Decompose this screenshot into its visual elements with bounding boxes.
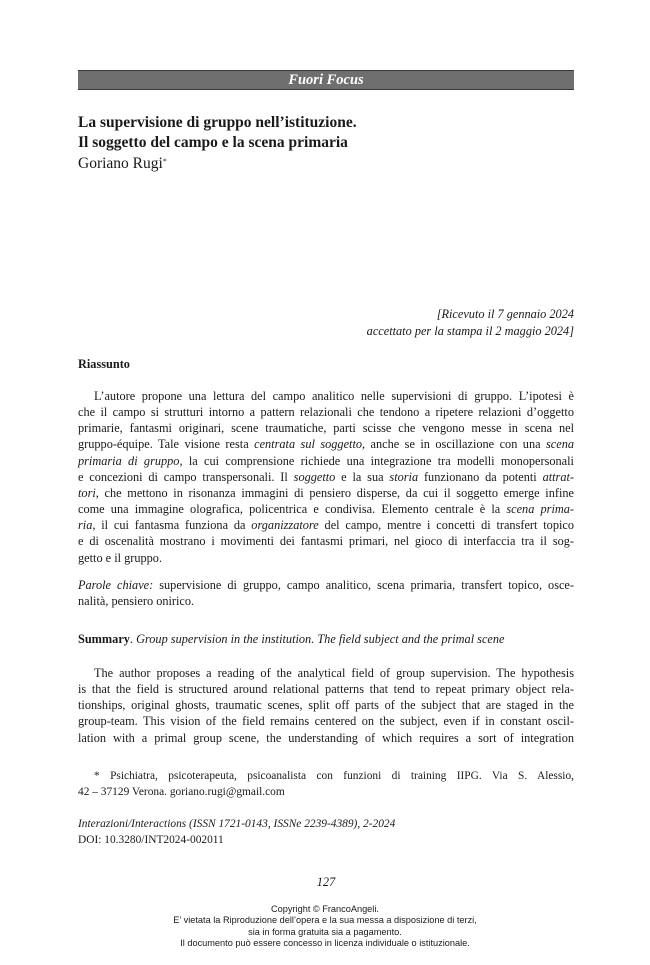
text-run: group-team. This vision of the field remains centered on the subject, even if in constant oscil- [78, 714, 574, 729]
paragraph-line [78, 469, 574, 485]
italic-text-run: primaria di gruppo [78, 453, 180, 468]
text-run: e concezioni di campo transpersonali. Il [78, 469, 294, 484]
text-run: del campo, mentre i concetti di transfert topico [318, 518, 574, 533]
summary-label: Summary [78, 632, 130, 646]
text-run: e la sua [335, 469, 390, 484]
paragraph-line [78, 501, 574, 517]
text-run: , la cui comprensione richiede una integrazione tra modelli monopersonali [179, 453, 574, 468]
article-title [78, 113, 574, 153]
doi-reference: DOI: 10.3280/INT2024-002011 [78, 833, 224, 846]
paragraph-line [78, 533, 574, 549]
text-run: nalità, pensiero onirico. [78, 594, 195, 609]
italic-text-run: storia [389, 469, 419, 484]
paragraph-line [78, 681, 574, 697]
summary-title: Group supervision in the institution. The field subject and the primal scene [136, 632, 505, 646]
author-name: Goriano Rugi [78, 155, 163, 172]
copyright-line: Il documento può essere concesso in licenza individuale o istituzionale. [180, 938, 470, 949]
article-title-line: La supervisione di gruppo nell’istituzione. [78, 114, 357, 131]
journal-reference: Interazioni/Interactions (ISSN 1721-0143, ISSNe 2239-4389), 2-2024 [78, 818, 396, 830]
text-run: primarie, fantasmi originari, scene traumatiche, parti scisse che vengono messe in scena nel [78, 421, 574, 436]
paragraph-line [78, 436, 574, 452]
accepted-date-line: accettato per la stampa il 2 maggio 2024] [366, 324, 574, 338]
text-run: tionships, original ghosts, traumatic scenes, split off parts of the subject that are staged in the [78, 698, 574, 713]
text-run: The author proposes a reading of the analytical field of group supervision. The hypothesis [94, 666, 574, 680]
text-run: getto e il gruppo. [78, 550, 163, 565]
abstract-heading: Riassunto [78, 357, 130, 371]
italic-text-run: ria [78, 518, 93, 533]
text-run: gruppo-équipe. Tale visione resta [78, 437, 255, 452]
article-author [78, 154, 167, 174]
article-title-line: Il soggetto del campo e la scena primaria [78, 134, 348, 151]
author-footnote-mark: * [162, 157, 167, 166]
abstract-italian-body [78, 388, 574, 566]
text-run: is that the field is structured around relational patterns that tend to repeat primary object rela- [78, 682, 574, 697]
summary-heading [78, 631, 574, 647]
section-header-bar: Fuori Focus [78, 70, 574, 90]
copyright-notice [0, 904, 650, 950]
journal-citation [78, 817, 395, 848]
paragraph-line [78, 485, 574, 501]
text-run: funzionano da potenti [418, 469, 543, 484]
italic-text-run: attrat- [542, 469, 574, 484]
text-run: che il campo si strutturi intorno a pattern relazionali che tendono a ripetere relazioni d’oggetto [78, 405, 574, 420]
paragraph-line [78, 577, 574, 593]
paragraph-line [78, 593, 574, 609]
italic-text-run: organizzatore [251, 518, 319, 533]
paragraph-line [78, 517, 574, 533]
paragraph-line [78, 453, 574, 469]
paragraph-line [78, 713, 574, 729]
paragraph-line [78, 404, 574, 420]
copyright-line: Copyright © FrancoAngeli. [271, 904, 379, 914]
keywords-paragraph [78, 577, 574, 609]
italic-text-run: centrata sul soggetto [254, 437, 363, 452]
paragraph-line [78, 550, 574, 566]
copyright-line: sia in forma gratuita sia a pagamento. [248, 926, 402, 937]
page-number: 127 [316, 875, 336, 889]
paragraph-line [78, 697, 574, 713]
italic-text-run: scena prima- [506, 502, 574, 517]
text-run: e di oscenalità mostrano i movimenti dei fantasmi primari, nel gioco di interfaccia tra il sog- [78, 534, 574, 549]
text-run: come una immagine olografica, policentrica e condivisa. Elemento centrale è la [78, 502, 507, 517]
italic-text-run: soggetto [293, 469, 336, 484]
paragraph-line [78, 388, 574, 404]
text-run: lation with a primal group scene, the understanding of which requires a sort of integration [78, 730, 574, 745]
copyright-line: E’ vietata la Riproduzione dell’opera e la sua messa a disposizione di terzi, [173, 915, 477, 926]
text-run: L’autore propone una lettura del campo analitico nelle supervisioni di gruppo. L’ipotesi è [94, 389, 574, 403]
paragraph-line [78, 730, 574, 746]
italic-text-run: Parole chiave: [78, 578, 154, 592]
text-run: , anche se in oscillazione con una [362, 437, 547, 452]
italic-text-run: scena [546, 437, 575, 452]
abstract-english-body [78, 665, 574, 746]
author-footnote [78, 769, 574, 800]
paragraph-line [78, 420, 574, 436]
footnote-line: * Psichiatra, psicoterapeuta, psicoanalista con funzioni di training IIPG. Via S. Alessio, [94, 770, 574, 782]
text-run: , che mettono in risonanza immagini di pensiero disperse, da cui il soggetto emerge infine [95, 485, 574, 500]
received-dates [78, 306, 574, 340]
italic-text-run: tori [78, 485, 96, 500]
paragraph-line [78, 665, 574, 681]
text-run: , il cui fantasma funziona da [92, 518, 252, 533]
summary-separator: . [129, 632, 137, 646]
footnote-line: 42 – 37129 Verona. goriano.rugi@gmail.com [78, 785, 285, 798]
article-page [78, 0, 574, 965]
received-date-line: [Ricevuto il 7 gennaio 2024 [436, 307, 574, 321]
text-run: supervisione di gruppo, campo analitico, scena primaria, transfert topico, osce- [153, 578, 574, 592]
